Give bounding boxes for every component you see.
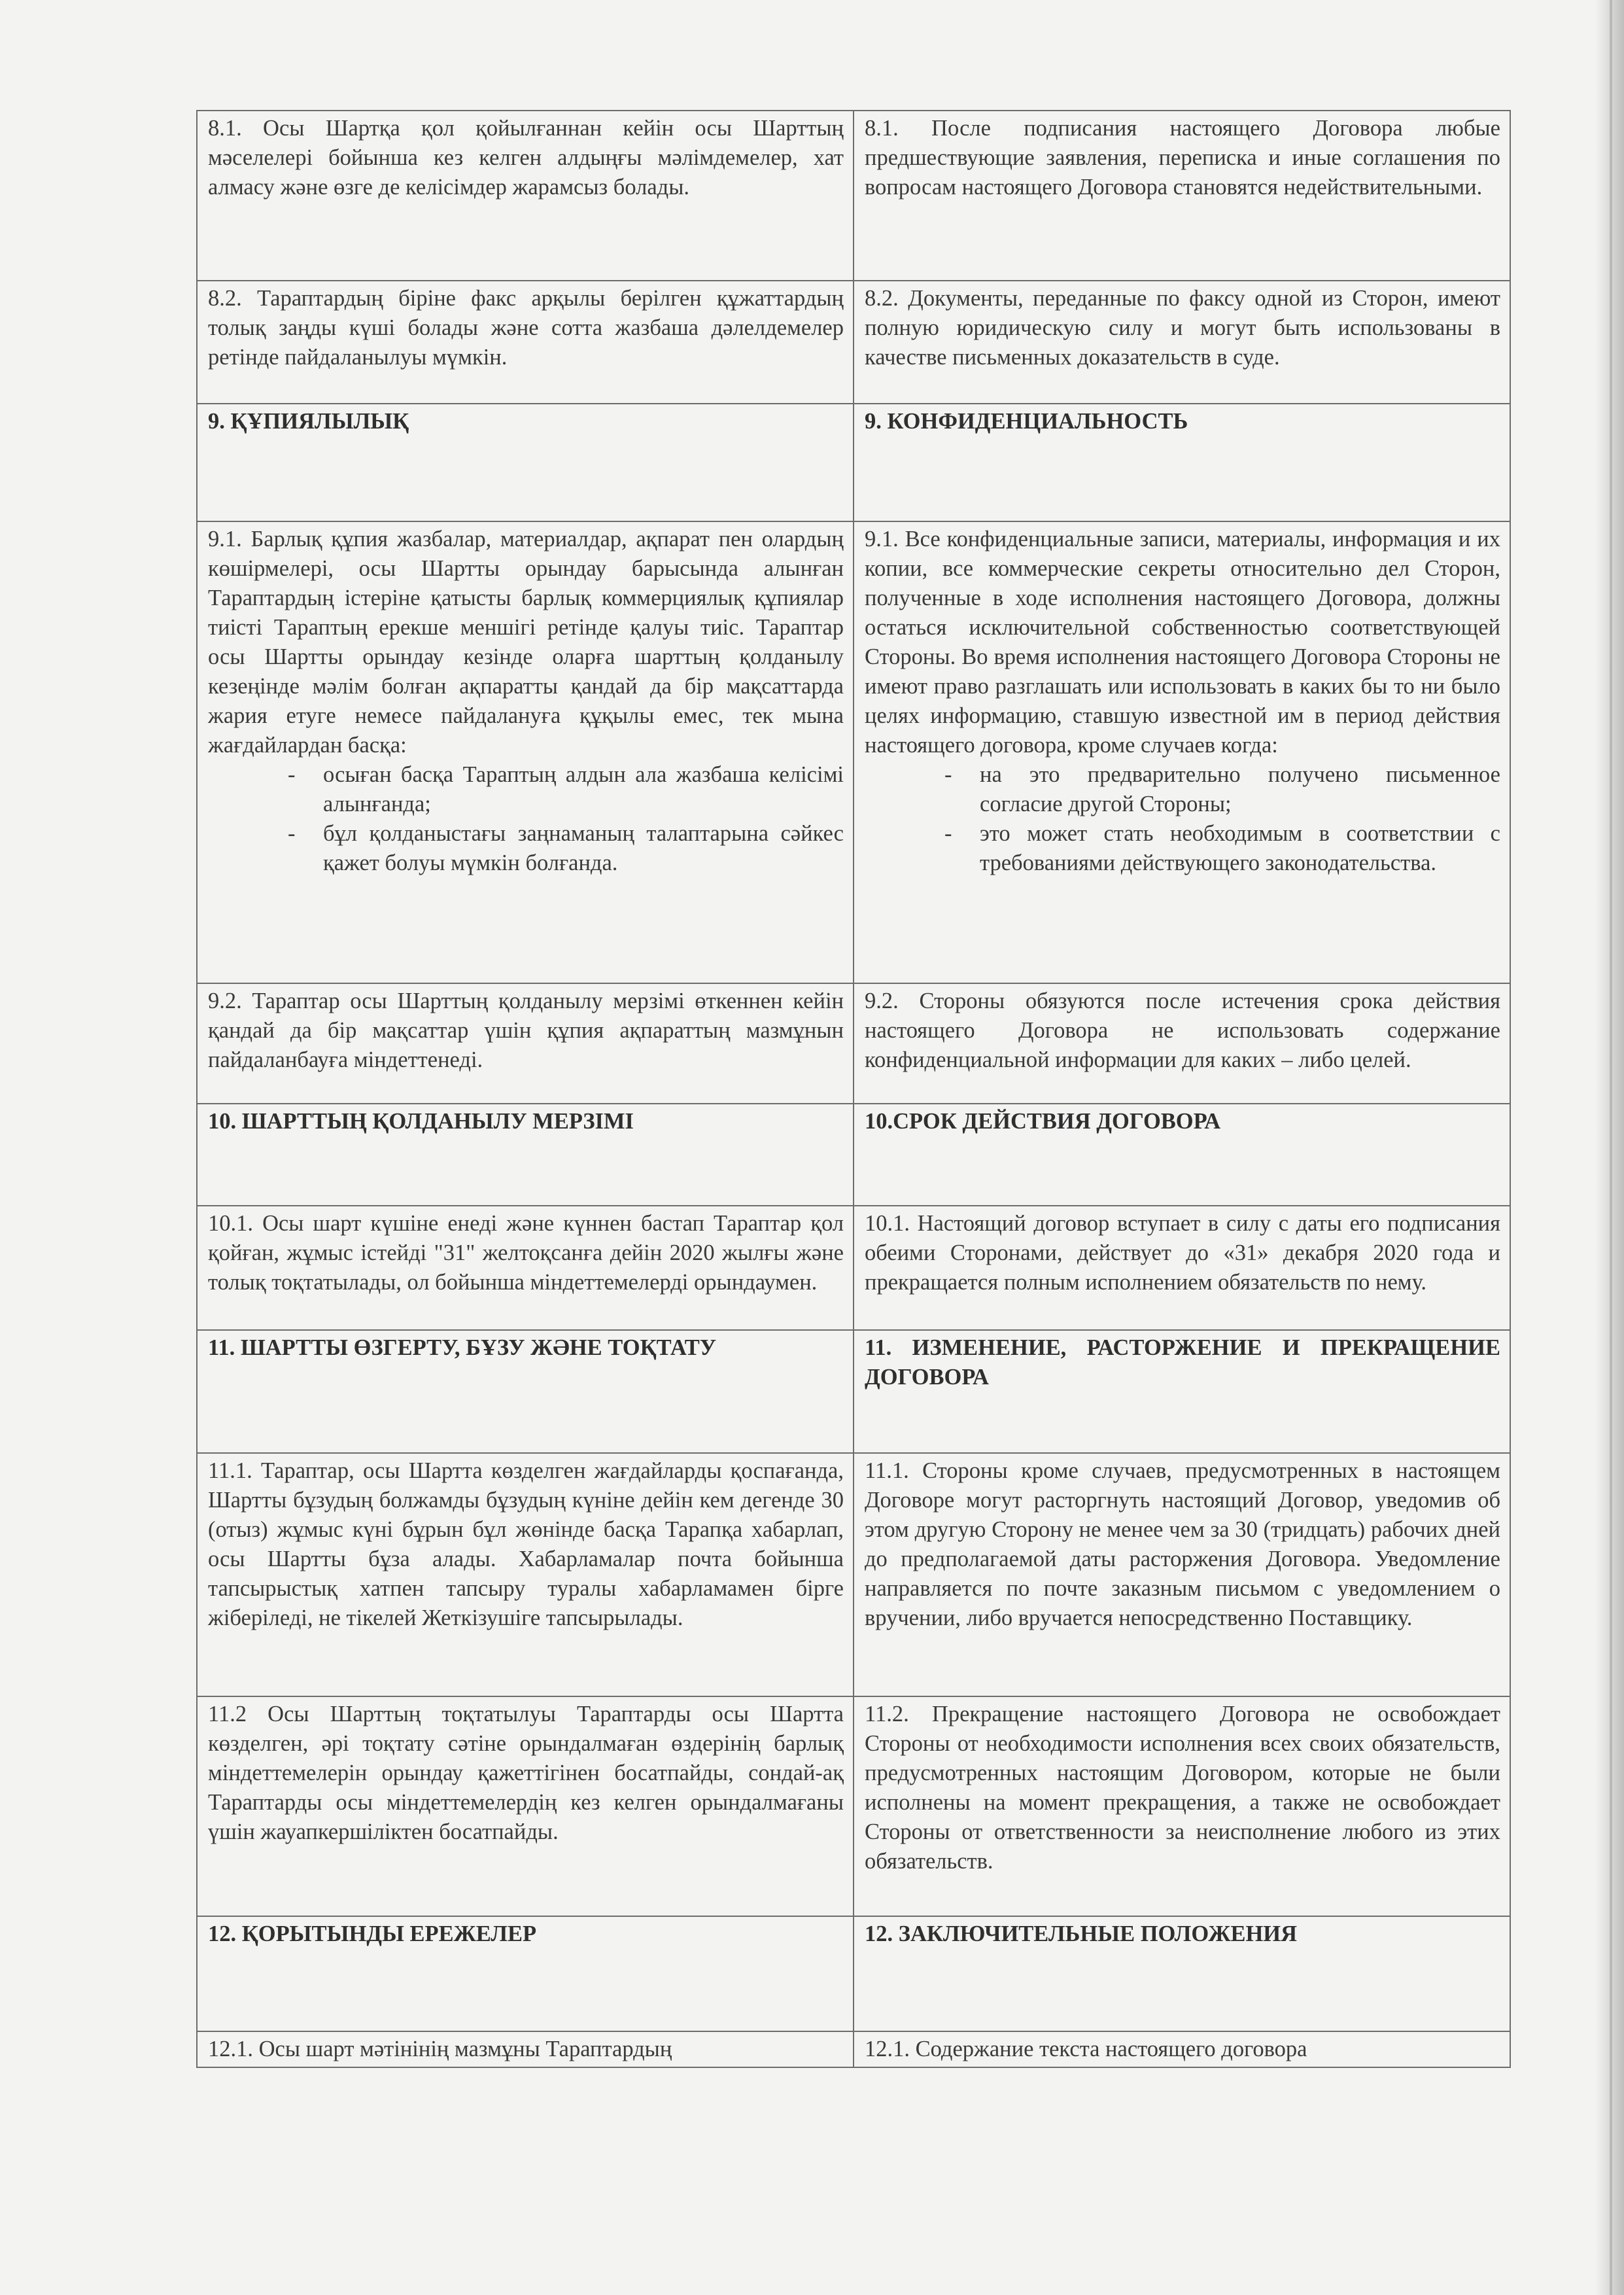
section-9-heading-ru: 9. КОНФИДЕНЦИАЛЬНОСТЬ (854, 404, 1510, 521)
clause-9-1-ru-list (865, 760, 1500, 878)
section-9-heading-row (197, 404, 1510, 521)
list-item: - осыған басқа Тараптың алдын ала жазбаша келісімі алынғанда; (208, 760, 844, 819)
clause-12-1-ru: 12.1. Содержание текста настоящего договора (854, 2031, 1510, 2067)
clause-8-1-row (197, 111, 1510, 281)
clause-9-2-row (197, 983, 1510, 1104)
clause-9-1-kk-cell (197, 521, 854, 983)
bilingual-contract-table (196, 110, 1511, 2068)
section-10-heading-row (197, 1104, 1510, 1206)
clause-10-1-kk: 10.1. Осы шарт күшіне енеді және күннен бастап Тараптар қол қойған, жұмыс істейді "31" желтоқсанға дейін 2020 жылғы және толық тоқтатылады, ол бойынша міндеттемелерді орындаумен. (197, 1206, 854, 1330)
section-9-heading-kk: 9. ҚҰПИЯЛЫЛЫҚ (197, 404, 854, 521)
clause-8-2-ru: 8.2. Документы, переданные по факсу одной из Сторон, имеют полную юридическую силу и могут быть использованы в качестве письменных доказательств в суде. (854, 281, 1510, 404)
section-12-heading-row (197, 1916, 1510, 2031)
section-11-heading-kk: 11. ШАРТТЫ ӨЗГЕРТУ, БҰЗУ ЖӘНЕ ТОҚТАТУ (197, 1330, 854, 1453)
clause-9-1-ru: 9.1. Все конфиденциальные записи, материалы, информация и их копии, все коммерческие секреты относительно дел Сторон, полученные в ходе исполнения настоящего Договора, должны остаться исключительной собственностью соответствующей Стороны. Во время исполнения настоящего Договора Стороны не имеют право разглашать или использовать в каких бы то ни было целях информацию, ставшую известной им в период действия настоящего договора, кроме случаев когда: (865, 527, 1500, 758)
clause-9-2-ru: 9.2. Стороны обязуются после истечения срока действия настоящего Договора не использовать содержание конфиденциальной информации для каких – либо целей. (854, 983, 1510, 1104)
clause-9-2-kk: 9.2. Тараптар осы Шарттың қолданылу мерзімі өткеннен кейін қандай да бір мақсаттар үшін құпия ақпараттың мазмұнын пайдаланбауға міндеттенеді. (197, 983, 854, 1104)
clause-11-2-row (197, 1696, 1510, 1916)
section-11-heading-row (197, 1330, 1510, 1453)
clause-11-1-kk: 11.1. Тараптар, осы Шартта көзделген жағдайларды қоспағанда, Шартты бұзудың болжамды бұзудың күніне дейін кем дегенде 30 (отыз) жұмыс күні бұрын бұл жөнінде басқа Тарапқа хабарлап, осы Шартты бұза алады. Хабарламалар почта бойынша тапсырыстық хатпен тапсыру туралы хабарламамен бірге жіберіледі, не тікелей Жеткізушіге тапсырылады. (197, 1453, 854, 1696)
list-item: - это может стать необходимым в соответствии с требованиями действующего законодательства. (865, 819, 1500, 878)
list-item: - бұл қолданыстағы заңнаманың талаптарына сәйкес қажет болуы мүмкін болғанда. (208, 819, 844, 878)
clause-8-2-kk: 8.2. Тараптардың біріне факс арқылы берілген құжаттардың толық заңды күші болады және сотта жазбаша дәлелдемелер ретінде пайдаланылуы мүмкін. (197, 281, 854, 404)
list-item: - на это предварительно получено письменное согласие другой Стороны; (865, 760, 1500, 819)
clause-10-1-row (197, 1206, 1510, 1330)
clause-9-1-kk: 9.1. Барлық құпия жазбалар, материалдар, ақпарат пен олардың көшірмелері, осы Шартты орындау барысында алынған Тараптардың істеріне қатысты барлық коммерциялық құпиялар тиісті Тараптың ерекше меншігі ретінде қалуы тиіс. Тараптар осы Шартты орындау кезінде оларға шарттың қолданылу кезеңінде мәлім болған ақпаратты қандай да бір мақсаттарда жария етуге немесе пайдалануға құқылы емес, тек мына жағдайлардан басқа: (208, 527, 844, 758)
section-12-heading-ru: 12. ЗАКЛЮЧИТЕЛЬНЫЕ ПОЛОЖЕНИЯ (854, 1916, 1510, 2031)
clause-8-1-kk: 8.1. Осы Шартқа қол қойылғаннан кейін осы Шарттың мәселелері бойынша кез келген алдыңғы мәлімдемелер, хат алмасу және өзге де келісімдер жарамсыз болады. (197, 111, 854, 281)
section-12-heading-kk: 12. ҚОРЫТЫНДЫ ЕРЕЖЕЛЕР (197, 1916, 854, 2031)
clause-9-1-row (197, 521, 1510, 983)
clause-11-2-kk: 11.2 Осы Шарттың тоқтатылуы Тараптарды осы Шартта көзделген, әрі тоқтату сәтіне орындалмаған өздерінің барлық міндеттемелерін орындау қажеттігінен босатпайды, сондай-ақ Тараптарды осы міндеттемелердің кез келген орындалмағаны үшін жауапкершіліктен босатпайды. (197, 1696, 854, 1916)
section-10-heading-kk: 10. ШАРТТЫҢ ҚОЛДАНЫЛУ МЕРЗІМІ (197, 1104, 854, 1206)
clause-11-1-ru: 11.1. Стороны кроме случаев, предусмотренных в настоящем Договоре могут расторгнуть настоящий Договор, уведомив об этом другую Сторону не менее чем за 30 (тридцать) рабочих дней до предполагаемой даты расторжения Договора. Уведомление направляется по почте заказным письмом с уведомлением о вручении, либо вручается непосредственно Поставщику. (854, 1453, 1510, 1696)
clause-10-1-ru: 10.1. Настоящий договор вступает в силу с даты его подписания обеими Сторонами, действует до «31» декабря 2020 года и прекращается полным исполнением обязательств по нему. (854, 1206, 1510, 1330)
clause-11-1-row (197, 1453, 1510, 1696)
clause-12-1-kk: 12.1. Осы шарт мәтінінің мазмұны Тараптардың (197, 2031, 854, 2067)
section-10-heading-ru: 10.СРОК ДЕЙСТВИЯ ДОГОВОРА (854, 1104, 1510, 1206)
clause-8-1-ru: 8.1. После подписания настоящего Договора любые предшествующие заявления, переписка и иные соглашения по вопросам настоящего Договора становятся недействительными. (854, 111, 1510, 281)
clause-8-2-row (197, 281, 1510, 404)
clause-12-1-row (197, 2031, 1510, 2067)
clause-9-1-kk-list (208, 760, 844, 878)
scan-edge-line (1610, 0, 1612, 2295)
clause-9-1-ru-cell (854, 521, 1510, 983)
section-11-heading-ru: 11. ИЗМЕНЕНИЕ, РАСТОРЖЕНИЕ И ПРЕКРАЩЕНИЕ ДОГОВОРА (854, 1330, 1510, 1453)
clause-11-2-ru: 11.2. Прекращение настоящего Договора не освобождает Стороны от необходимости исполнения всех своих обязательств, предусмотренных настоящим Договором, которые не были исполнены на момент прекращения, а также не освобождает Стороны от ответственности за неисполнение любого из этих обязательств. (854, 1696, 1510, 1916)
